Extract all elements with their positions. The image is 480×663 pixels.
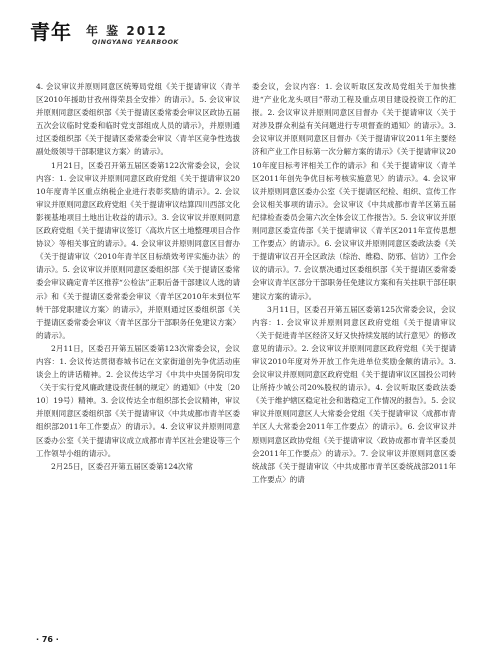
paragraph: 委会议，会议内容：1. 会议听取区发改局党组关于加快推进“产业化龙头项目”带动工程及重点项目建设投资工作的汇报。2. 会议审议并原则同意区目督办《关于提请审议〈关于对渉及群众利益有关问题进行专项督查的通知〉的请示》。3. 会议审议并原则同意区目督办《关于提请审议2011年主要经济和产业工作目标第一次分解方案的请示》《关于提请审议2010年度目标考评相关工作的请示》和《关于提请审议〈青羊区2011年创先争优目标考核实施意见〉的请示》。4. 会议审议并原则同意区委办公室《关于提请区纪检、组织、宣传工作会议相关事项的请示》。会议审议《中共成都市青羊区第五届纪律检查委员会第六次全体会议工作报告》。5. 会议审议并原则同意区委宣传部《关于提请审议〈青羊区2011年宣传思想工作要点〉的请示》。6. 会议审议并原则同意区委政法委《关于提请审议召开全区政法（综治、维稳、防邪、信访）工作会议的请示》。7. 会议票决通过区委组织部《关于提请区委常委会审议青羊区部分干部职务任免建议方案和有关挂职干部任职建议方案的请示》。 [252,82,456,301]
paragraph: 3月11日，区委召开第五届区委第125次常委会议，会议内容：1. 会议审议并原则同意区政府党组《关于提请审议〈关于促进青羊区经济又好又快持续发展的试行意见〉的修改意见的请示》。2. 会议审议并原则同意区政府党组《关于提请审议2010年度对外开放工作先进单位奖励金额的请示》。3. 会议审议并原则同意区政府党组《关于提请审议区国投公司转让所持少城公司20%股权的请示》。4. 会议听取区委政法委《关于维护辖区稳定社会和谐稳定工作情况的报告》。5. 会议审议并原则同意区人大常委会党组《关于提请审议〈成都市青羊区人大常委会2011年工作要点〉的请示》。6. 会议审议并原则同意区政协党组《关于提请审议〈政协成都市青羊区委员会2011年工作要点〉的请示》。7. 会议审议并原则同意区委统战部《关于提请审议〈中共成都市青羊区委统战部2011年工作要点〉的请 [252,304,456,484]
paragraph: 2月11日，区委召开第五届区委第123次常委会议，会议内容：1. 会议传达贯彻春城书记在文家街道创先争优活动座谈会上的讲话精神。2. 会议传达学习《中共中央国务院印发〈关于实行党风廉政建设责任制的规定〉的通知》（中发〔2010〕19号）精神。3. 会议传达全市组织部长会议精神，审议并原则同意区委组织部《关于提请审议〈中共成都市青羊区委组织部2011年工作要点〉的请示》。4. 会议审议并原则同意区委办公室《关于提请审议成立成都市青羊区社会建设等三个工作领导小组的请示》。 [36,343,240,458]
yearbook-subtitle: QINGYANG YEARBOOK [92,39,179,46]
left-column [36,80,240,625]
yearbook-header [30,14,230,54]
yearbook-logo: 青年 [30,20,72,44]
paragraph: 2月25日，区委召开第五届区委第124次常 [51,461,194,471]
right-column [252,80,456,625]
page-number: · 76 · [36,635,59,644]
body-columns [36,80,456,625]
yearbook-title-year: 年 鉴 2012 [86,24,168,38]
paragraph: 4. 会议审议并原则同意区统筹局党组《关于提请审议〈青羊区2010年援助甘孜州得荣县全安排〉的请示》。5. 会议审议并原则同意区委组织部《关于提请区委常委会审议区政协五届五次会议临时党委和临时党支部组成人员的请示》，并原则通过区委组织部《关于提请区委常委会审议〈青羊区竞争性选拔副处级领导干部职建议方案〉的请示》。 [36,82,240,157]
paragraph: 1月21日，区委召开第五届区委第122次常委会议，会议内容：1. 会议审议并原则同意区政府党组《关于提请审议2010年度青羊区重点纳税企业进行表彰奖励的请示》。2. 会议审议并原则同意区政府党组《关于提请审议结算四川西部文化影视基地项目土地出让收益的请示》。3. 会议审议并原则同意区政府党组《关于提请审议签订〈高坎片区土地整理项目合作协议〉等相关事宜的请示》。4. 会议审议并原则同意区目督办《关于提请审议〈2010年青羊区目标绩效考评实施办法〉的请示》。5. 会议审议并原则同意区委组织部《关于提请区委常委会审议确定青羊区推荐“公检法”正职后备干部建议人选的请示》和《关于提请区委常委会审议〈青羊区2010年未到位军转干部党职建议方案〉的请示》，并原则通过区委组织部《关于提请区委常委会审议〈青羊区部分干部职务任免建议方案〉的请示》。 [36,160,240,340]
